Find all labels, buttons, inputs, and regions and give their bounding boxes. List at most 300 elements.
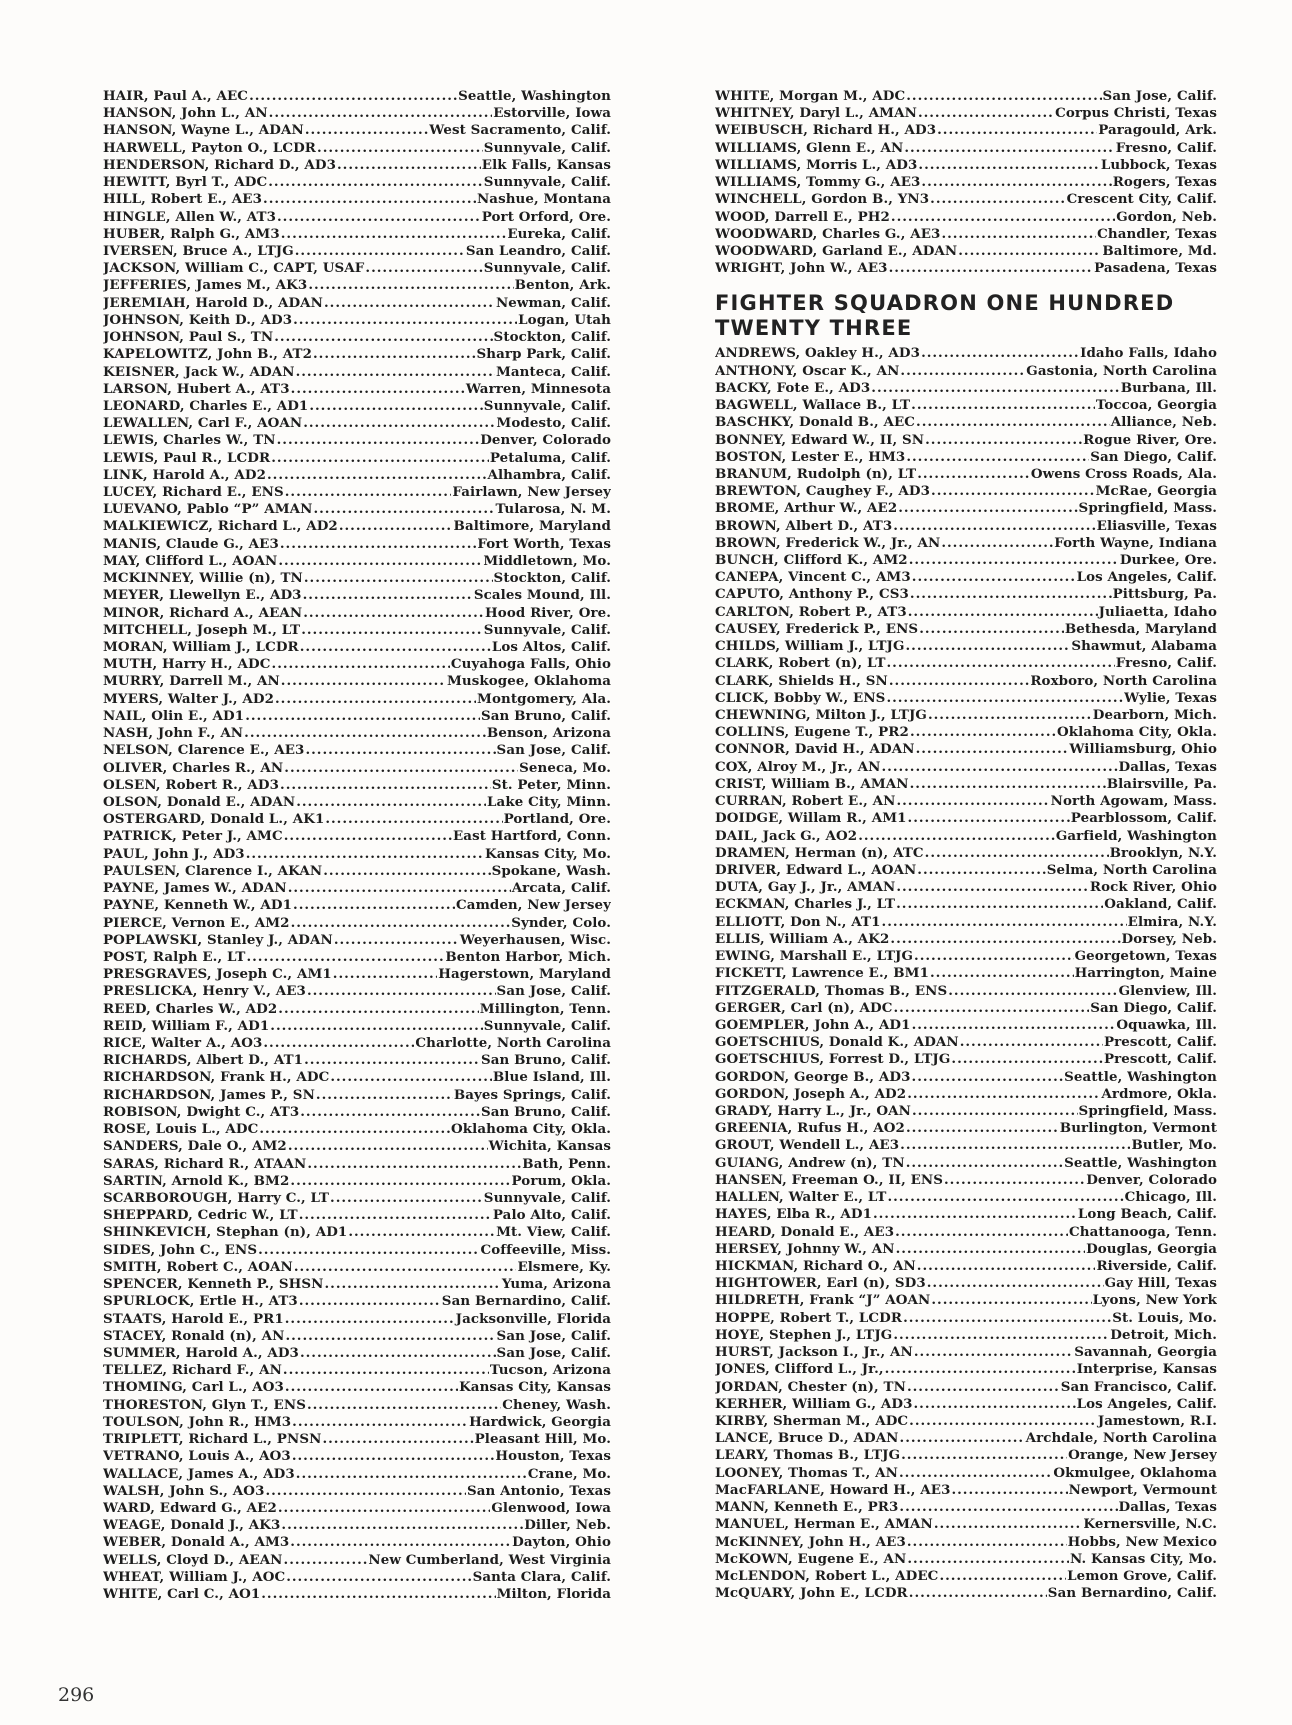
- roster-entry: [715, 1000, 1217, 1017]
- dot-leader: [893, 1327, 1109, 1344]
- entry-hometown: Logan, Utah: [518, 311, 611, 328]
- roster-entry: [103, 811, 611, 828]
- roster-entry: [103, 605, 611, 622]
- roster-entry: [103, 1414, 611, 1431]
- dot-leader: [307, 1156, 521, 1173]
- dot-leader: [301, 622, 483, 639]
- dot-leader: [300, 1345, 496, 1362]
- dot-leader: [288, 880, 511, 897]
- section-heading-line-2: TWENTY THREE: [715, 316, 913, 341]
- roster-entry: [103, 1207, 611, 1224]
- entry-hometown: Seattle, Washington: [458, 88, 611, 104]
- entry-name: HOYE, Stephen J., LTJG: [715, 1326, 893, 1343]
- entry-hometown: Garfield, Washington: [1055, 827, 1217, 844]
- dot-leader: [303, 605, 484, 622]
- entry-hometown: Brooklyn, N.Y.: [1109, 844, 1217, 861]
- roster-entry: [715, 1292, 1217, 1309]
- entry-name: WHITE, Morgan M., ADC: [715, 88, 906, 104]
- entry-name: WALSH, John S., AO3: [103, 1482, 265, 1499]
- roster-column-left: [103, 88, 611, 1603]
- roster-entry: [103, 1104, 611, 1121]
- roster-entry: [103, 777, 611, 794]
- entry-name: DRIVER, Edward L., AOAN: [715, 861, 917, 878]
- dot-leader: [278, 1001, 478, 1018]
- entry-name: CANEPA, Vincent C., AM3: [715, 569, 911, 586]
- entry-hometown: San Bruno, Calif.: [481, 1103, 611, 1120]
- dot-leader: [322, 1431, 473, 1448]
- dot-leader: [871, 380, 1119, 397]
- entry-name: SHEPPARD, Cedric W., LT: [103, 1207, 298, 1224]
- entry-hometown: Spokane, Wash.: [491, 862, 611, 879]
- entry-hometown: San Diego, Calif.: [1090, 999, 1217, 1016]
- entry-hometown: Millington, Tenn.: [479, 1000, 611, 1017]
- entry-hometown: St. Louis, Mo.: [1112, 1309, 1217, 1326]
- entry-hometown: Los Angeles, Calif.: [1076, 1395, 1217, 1412]
- roster-entry: [103, 174, 611, 191]
- entry-hometown: San Bernardino, Calif.: [1047, 1585, 1217, 1602]
- entry-name: NELSON, Clarence E., AE3: [103, 742, 305, 759]
- entry-hometown: Oquawka, Ill.: [1116, 1016, 1217, 1033]
- entry-hometown: Tucson, Arizona: [489, 1362, 611, 1379]
- roster-entry: [715, 432, 1217, 449]
- entry-hometown: Kansas City, Mo.: [485, 845, 611, 862]
- dot-leader: [925, 432, 1082, 449]
- dot-leader: [313, 346, 476, 363]
- entry-name: SANDERS, Dale O., AM2: [103, 1138, 287, 1155]
- dot-leader: [904, 140, 1114, 157]
- entry-hometown: Durkee, Ore.: [1119, 552, 1217, 569]
- entry-name: HANSEN, Freeman O., II, ENS: [715, 1171, 944, 1188]
- entry-hometown: Glenview, Ill.: [1118, 982, 1217, 999]
- dot-leader: [925, 845, 1109, 862]
- entry-name: JOHNSON, Paul S., TN: [103, 329, 274, 346]
- entry-name: CAPUTO, Anthony P., CS3: [715, 586, 909, 603]
- roster-entry: [715, 466, 1217, 483]
- roster-entry: [715, 1447, 1217, 1464]
- entry-name: CARLTON, Robert P., AT3: [715, 603, 907, 620]
- roster-entry: [103, 1586, 611, 1603]
- entry-name: CLARK, Robert (n), LT: [715, 655, 886, 672]
- dot-leader: [292, 1448, 495, 1465]
- entry-hometown: Chicago, Ill.: [1124, 1189, 1217, 1206]
- entry-name: HILL, Robert E., AE3: [103, 191, 263, 208]
- roster-entry: [715, 1086, 1217, 1103]
- roster-entry: [715, 1069, 1217, 1086]
- dot-leader: [303, 415, 495, 432]
- entry-name: LOONEY, Thomas T., AN: [715, 1464, 898, 1481]
- roster-entry: [715, 845, 1217, 862]
- entry-hometown: Oklahoma City, Okla.: [451, 1121, 611, 1138]
- roster-entry: [715, 793, 1217, 810]
- entry-name: HAYES, Elba R., AD1: [715, 1206, 872, 1223]
- entry-hometown: Sunnyvale, Calif.: [483, 621, 611, 638]
- entry-name: HALLEN, Walter E., LT: [715, 1189, 887, 1206]
- dot-leader: [271, 450, 489, 467]
- roster-entry: [715, 673, 1217, 690]
- entry-hometown: Pasadena, Texas: [1094, 260, 1217, 277]
- dot-leader: [895, 1224, 1068, 1241]
- entry-hometown: Kansas City, Kansas: [459, 1379, 611, 1396]
- entry-name: RICE, Walter A., AO3: [103, 1035, 263, 1052]
- roster-entry: [103, 1035, 611, 1052]
- entry-name: WARD, Edward G., AE2: [103, 1499, 277, 1516]
- entry-hometown: Montgomery, Ala.: [477, 690, 611, 707]
- dot-leader: [909, 1585, 1047, 1602]
- entry-name: GORDON, Joseph A., AD2: [715, 1085, 907, 1102]
- dot-leader: [286, 1569, 471, 1586]
- entry-name: RICHARDSON, James P., SN: [103, 1086, 315, 1103]
- dot-leader: [890, 931, 1120, 948]
- dot-leader: [910, 776, 1106, 793]
- entry-name: WHITNEY, Daryl L., AMAN: [715, 105, 917, 122]
- entry-name: JEFFERIES, James M., AK3: [103, 277, 308, 294]
- roster-entry: [715, 741, 1217, 758]
- entry-hometown: San Jose, Calif.: [496, 1327, 611, 1344]
- entry-hometown: San Antonio, Texas: [466, 1482, 611, 1499]
- dot-leader: [944, 1172, 1085, 1189]
- entry-hometown: Glenwood, Iowa: [491, 1499, 611, 1516]
- entry-hometown: Corpus Christi, Texas: [1055, 105, 1217, 122]
- entry-name: JONES, Clifford L., Jr.,: [715, 1361, 884, 1378]
- roster-entry: [103, 1018, 611, 1035]
- entry-name: MANIS, Claude G., AE3: [103, 535, 279, 552]
- entry-name: GROUT, Wendell L., AE3: [715, 1137, 900, 1154]
- entry-name: MINOR, Richard A., AEAN: [103, 604, 303, 621]
- entry-name: CLARK, Shields H., SN: [715, 672, 888, 689]
- entry-name: LUCEY, Richard E., ENS: [103, 484, 284, 501]
- entry-name: MITCHELL, Joseph M., LT: [103, 621, 301, 638]
- entry-hometown: Newman, Calif.: [495, 294, 611, 311]
- entry-name: WEAGE, Donald J., AK3: [103, 1517, 281, 1534]
- entry-name: PATRICK, Peter J., AMC: [103, 828, 283, 845]
- roster-entry: [715, 776, 1217, 793]
- dot-leader: [900, 363, 1025, 380]
- entry-name: CAUSEY, Frederick P., ENS: [715, 620, 919, 637]
- dot-leader: [927, 1275, 1104, 1292]
- entry-hometown: West Sacramento, Calif.: [429, 122, 611, 139]
- entry-name: HENDERSON, Richard D., AD3: [103, 156, 336, 173]
- dot-leader: [246, 949, 444, 966]
- roster-entry: [103, 450, 611, 467]
- entry-name: LEONARD, Charles E., AD1: [103, 397, 309, 414]
- entry-hometown: Dallas, Texas: [1118, 1499, 1217, 1516]
- roster-entry: [103, 1138, 611, 1155]
- dot-leader: [348, 1224, 495, 1241]
- roster-entry: [715, 1585, 1217, 1602]
- roster-entry: [715, 638, 1217, 655]
- entry-hometown: Springfield, Mass.: [1078, 1103, 1217, 1120]
- dot-leader: [285, 1328, 495, 1345]
- entry-hometown: Petaluma, Calif.: [489, 449, 611, 466]
- dot-leader: [337, 157, 481, 174]
- roster-entry: [103, 673, 611, 690]
- entry-name: WILLIAMS, Morris L., AD3: [715, 156, 918, 173]
- entry-name: HIGHTOWER, Earl (n), SD3: [715, 1275, 926, 1292]
- dot-leader: [296, 1466, 527, 1483]
- entry-hometown: Sharp Park, Calif.: [476, 346, 611, 363]
- entry-name: HANSON, Wayne L., ADAN: [103, 122, 304, 139]
- entry-name: GOEMPLER, John A., AD1: [715, 1016, 911, 1033]
- dot-leader: [893, 518, 1095, 535]
- dot-leader: [307, 1397, 501, 1414]
- roster-entry: [715, 1396, 1217, 1413]
- roster-entry: [103, 932, 611, 949]
- entry-hometown: Paragould, Ark.: [1098, 122, 1217, 139]
- entry-hometown: North Agowam, Mass.: [1050, 793, 1217, 810]
- dot-leader: [900, 1430, 1025, 1447]
- dot-leader: [280, 777, 491, 794]
- dot-leader: [267, 467, 486, 484]
- dot-leader: [939, 1568, 1066, 1585]
- entry-name: REED, Charles W., AD2: [103, 1000, 278, 1017]
- entry-hometown: Dallas, Texas: [1118, 758, 1217, 775]
- roster-entry: [715, 535, 1217, 552]
- dot-leader: [917, 862, 1045, 879]
- entry-hometown: Elmira, N.Y.: [1127, 913, 1217, 930]
- roster-entry: [103, 1569, 611, 1586]
- roster-entry: [715, 174, 1217, 191]
- dot-leader: [907, 1379, 1060, 1396]
- dot-leader: [284, 1552, 368, 1569]
- roster-entry: [103, 863, 611, 880]
- entry-name: SPURLOCK, Ertle H., AT3: [103, 1293, 298, 1310]
- dot-leader: [268, 174, 483, 191]
- roster-entry: [103, 897, 611, 914]
- entry-hometown: San Bruno, Calif.: [481, 707, 611, 724]
- roster-entry: [103, 1173, 611, 1190]
- dot-leader: [914, 1344, 1073, 1361]
- dot-leader: [300, 1104, 480, 1121]
- entry-name: WOODWARD, Garland E., ADAN: [715, 242, 958, 259]
- dot-leader: [906, 638, 1071, 655]
- dot-leader: [299, 1293, 441, 1310]
- roster-entry: [715, 380, 1217, 397]
- dot-leader: [914, 1396, 1076, 1413]
- dot-leader: [931, 1292, 1091, 1309]
- dot-leader: [901, 1447, 1067, 1464]
- entry-hometown: Springfield, Mass.: [1078, 500, 1217, 517]
- entry-hometown: Pearblossom, Calif.: [1070, 810, 1217, 827]
- entry-name: NAIL, Olin E., AD1: [103, 707, 245, 724]
- roster-entry: [103, 915, 611, 932]
- roster-entry: [715, 1137, 1217, 1154]
- dot-leader: [330, 1190, 483, 1207]
- roster-entry: [103, 312, 611, 329]
- dot-leader: [909, 552, 1119, 569]
- dot-leader: [918, 157, 1099, 174]
- entry-hometown: Alhambra, Calif.: [487, 466, 611, 483]
- entry-hometown: Weyerhausen, Wisc.: [459, 931, 611, 948]
- dot-leader: [270, 1018, 483, 1035]
- roster-entry: [715, 122, 1217, 139]
- entry-hometown: Rock River, Ohio: [1089, 879, 1217, 896]
- roster-entry: [715, 260, 1217, 277]
- entry-hometown: St. Peter, Minn.: [491, 776, 611, 793]
- roster-entry: [103, 467, 611, 484]
- entry-hometown: San Jose, Calif.: [496, 742, 611, 759]
- entry-hometown: Riverside, Calif.: [1096, 1258, 1217, 1274]
- entry-hometown: Bath, Penn.: [522, 1155, 611, 1172]
- entry-hometown: Oklahoma City, Okla.: [1057, 724, 1217, 741]
- entry-name: THORESTON, Glyn T., ENS: [103, 1396, 306, 1413]
- page-number: 296: [58, 1684, 95, 1706]
- entry-name: MURRY, Darrell M., AN: [103, 673, 280, 690]
- entry-hometown: Prescott, Calif.: [1103, 1051, 1217, 1068]
- roster-entry: [715, 1430, 1217, 1447]
- dot-leader: [882, 759, 1118, 776]
- roster-entry: [103, 1448, 611, 1465]
- dot-leader: [921, 345, 1079, 362]
- roster-entry: [103, 1345, 611, 1362]
- entry-hometown: San Francisco, Calif.: [1060, 1378, 1217, 1395]
- entry-name: HICKMAN, Richard O., AN: [715, 1258, 916, 1274]
- entry-name: EWING, Marshall E., LTJG: [715, 948, 914, 965]
- entry-hometown: Burbana, Ill.: [1120, 379, 1217, 396]
- dot-leader: [278, 553, 482, 570]
- dot-leader: [325, 1276, 501, 1293]
- roster-entry: [103, 518, 611, 535]
- roster-entry: [715, 1379, 1217, 1396]
- roster-entry: [103, 157, 611, 174]
- dot-leader: [303, 587, 473, 604]
- roster-entry: [715, 518, 1217, 535]
- entry-name: OSTERGARD, Donald L., AK1: [103, 811, 325, 828]
- entry-hometown: Sunnyvale, Calif.: [483, 1190, 611, 1206]
- section-heading-line-1: FIGHTER SQUADRON ONE HUNDRED: [715, 291, 1175, 316]
- roster-entry: [103, 381, 611, 398]
- entry-name: HURST, Jackson I., Jr., AN: [715, 1344, 913, 1361]
- dot-leader: [333, 966, 437, 983]
- roster-entry: [103, 295, 611, 312]
- dot-leader: [873, 1206, 1077, 1223]
- dot-leader: [903, 1310, 1111, 1327]
- roster-entry: [103, 1379, 611, 1396]
- entry-hometown: Los Angeles, Calif.: [1076, 569, 1217, 586]
- entry-hometown: Interprise, Kansas: [1076, 1361, 1217, 1378]
- entry-hometown: Oakland, Calif.: [1104, 896, 1217, 913]
- entry-hometown: Chandler, Texas: [1097, 225, 1217, 242]
- entry-name: CHILDS, William J., LTJG: [715, 638, 905, 655]
- dot-leader: [910, 724, 1056, 741]
- entry-name: LEWIS, Charles W., TN: [103, 432, 276, 449]
- entry-hometown: Savannah, Georgia: [1074, 1344, 1217, 1361]
- roster-entry: [715, 1534, 1217, 1551]
- roster-entry: [715, 1034, 1217, 1051]
- dot-leader: [906, 88, 1101, 105]
- section-heading: [715, 291, 1217, 341]
- entry-hometown: Palo Alto, Calif.: [492, 1207, 611, 1224]
- roster-entry: [715, 690, 1217, 707]
- roster-entry: [103, 1087, 611, 1104]
- entry-hometown: Porum, Okla.: [511, 1172, 611, 1189]
- dot-leader: [291, 381, 465, 398]
- entry-hometown: Long Beach, Calif.: [1077, 1206, 1217, 1223]
- dot-leader: [272, 656, 450, 673]
- entry-name: McQUARY, John E., LCDR: [715, 1585, 908, 1602]
- entry-hometown: Modesto, Calif.: [496, 415, 611, 432]
- entry-name: BASCHKY, Donald B., AEC: [715, 414, 916, 431]
- roster-entry: [103, 1001, 611, 1018]
- entry-name: LEWALLEN, Carl F., AOAN: [103, 415, 303, 432]
- entry-hometown: Eureka, Calif.: [507, 225, 611, 242]
- entry-name: GUIANG, Andrew (n), TN: [715, 1154, 905, 1171]
- entry-hometown: Cheney, Wash.: [502, 1396, 611, 1413]
- roster-entry: [715, 759, 1217, 776]
- entry-hometown: Eliasville, Texas: [1096, 517, 1217, 534]
- roster-entry: [103, 725, 611, 742]
- entry-hometown: Roxboro, North Carolina: [1030, 672, 1217, 689]
- dot-leader: [293, 897, 455, 914]
- roster-entry: [103, 656, 611, 673]
- roster-entry: [715, 88, 1217, 105]
- entry-hometown: Fort Worth, Texas: [477, 535, 611, 552]
- roster-entry: [715, 1224, 1217, 1241]
- entry-name: VETRANO, Louis A., AO3: [103, 1448, 291, 1465]
- dot-leader: [305, 742, 495, 759]
- roster-entry: [715, 879, 1217, 896]
- entry-hometown: Scales Mound, Ill.: [473, 587, 611, 604]
- roster-entry: [715, 1499, 1217, 1516]
- roster-entry: [715, 397, 1217, 414]
- entry-hometown: Baltimore, Md.: [1102, 242, 1217, 259]
- roster-column-right: [715, 88, 1217, 1602]
- dot-leader: [918, 105, 1054, 122]
- entry-name: MORAN, William J., LCDR: [103, 639, 299, 655]
- dot-leader: [951, 1482, 1067, 1499]
- roster-entry: [103, 1362, 611, 1379]
- dot-leader: [304, 570, 493, 587]
- entry-hometown: Baltimore, Maryland: [453, 518, 611, 535]
- entry-name: RICHARDSON, Frank H., ADC: [103, 1069, 330, 1086]
- entry-name: LUEVANO, Pablo “P” AMAN: [103, 501, 313, 518]
- roster-entry: [103, 880, 611, 897]
- entry-name: RICHARDS, Albert D., AT1: [103, 1052, 304, 1069]
- roster-entry: [103, 364, 611, 381]
- dot-leader: [246, 846, 484, 863]
- entry-name: TELLEZ, Richard F., AN: [103, 1362, 282, 1379]
- dot-leader: [299, 1207, 492, 1224]
- entry-name: SPENCER, Kenneth P., SHSN: [103, 1276, 324, 1293]
- entry-name: WINCHELL, Gordon B., YN3: [715, 191, 930, 208]
- roster-entry: [715, 896, 1217, 913]
- entry-hometown: Crane, Mo.: [527, 1465, 611, 1482]
- dot-leader: [908, 604, 1098, 621]
- entry-name: DAIL, Jack G., AO2: [715, 827, 858, 844]
- roster-entry: [103, 1431, 611, 1448]
- roster-entry: [103, 1483, 611, 1500]
- roster-entry: [103, 122, 611, 139]
- entry-name: COX, Alroy M., Jr., AN: [715, 758, 881, 775]
- roster-entry: [715, 1051, 1217, 1068]
- entry-name: BROWN, Albert D., AT3: [715, 517, 893, 534]
- dot-leader: [899, 1499, 1117, 1516]
- entry-hometown: Nashue, Montana: [476, 191, 611, 208]
- entry-name: PRESLICKA, Henry V., AE3: [103, 983, 306, 1000]
- roster-entry: [715, 621, 1217, 638]
- dot-leader: [921, 174, 1111, 191]
- entry-hometown: Sunnyvale, Calif.: [483, 174, 611, 191]
- dot-leader: [278, 1500, 490, 1517]
- dot-leader: [317, 140, 483, 157]
- entry-name: DRAMEN, Herman (n), ATC: [715, 844, 924, 861]
- dot-leader: [896, 896, 1103, 913]
- entry-hometown: Toccoa, Georgia: [1095, 397, 1217, 414]
- roster-entry: [103, 260, 611, 277]
- dot-leader: [281, 1517, 523, 1534]
- roster-entry: [103, 432, 611, 449]
- roster-entry: [715, 226, 1217, 243]
- dot-leader: [912, 1017, 1116, 1034]
